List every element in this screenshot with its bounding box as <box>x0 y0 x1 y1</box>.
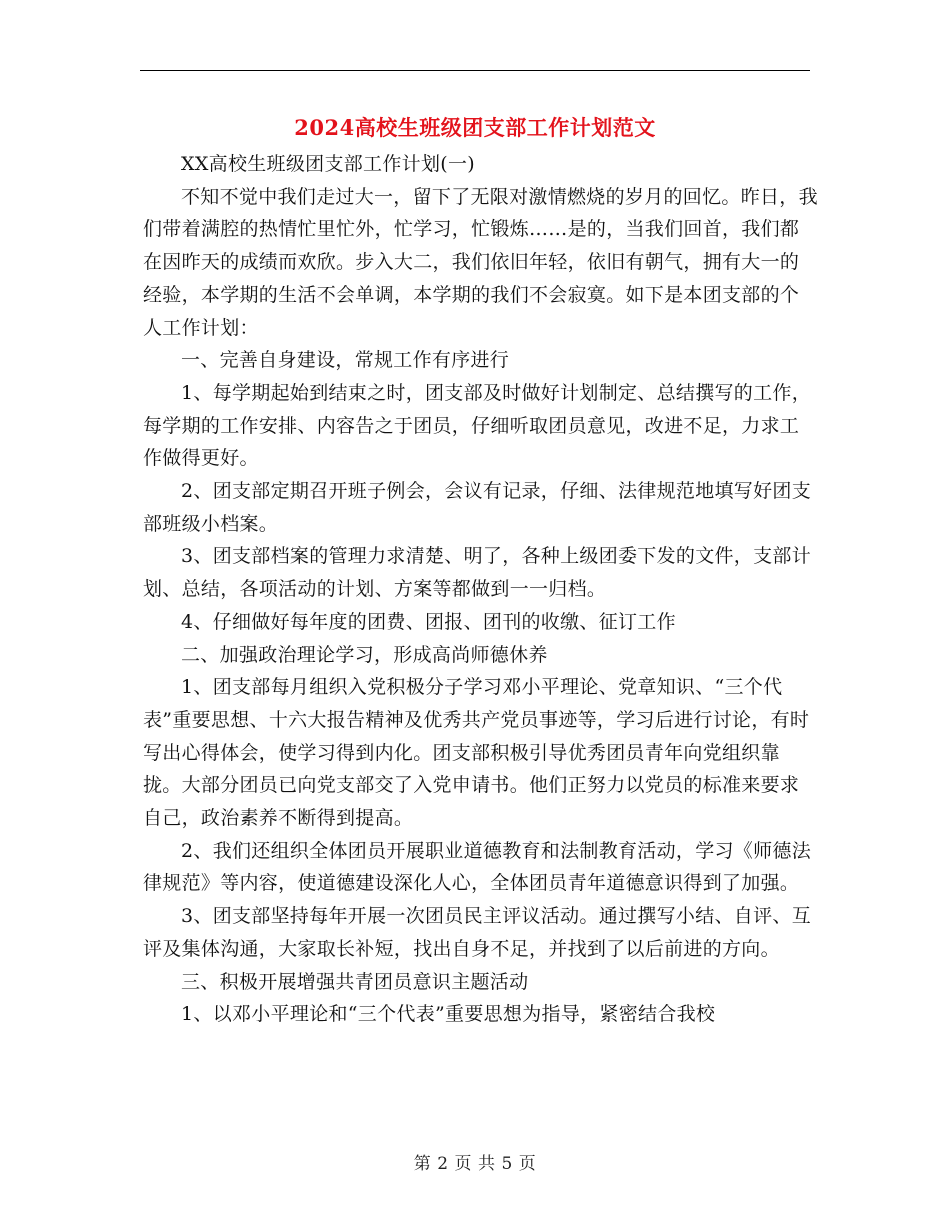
document-body <box>143 148 818 1031</box>
footer-middle: 页 共 <box>454 1154 496 1174</box>
section-heading: 三、积极开展增强共青团员意识主题活动 <box>181 970 529 993</box>
paragraph: 3、团支部坚持每年开展一次团员民主评议活动。通过撰写小结、自评、互评及集体沟通，大家取长补短，找出自身不足，并找到了以后前进的方向。 <box>143 905 811 960</box>
paragraph: 4、仔细做好每年度的团费、团报、团刊的收缴、征订工作 <box>181 610 676 633</box>
paragraph: 不知不觉中我们走过大一，留下了无限对激情燃烧的岁月的回忆。昨日，我们带着满腔的热情忙里忙外，忙学习，忙锻炼……是的，当我们回首，我们都在因昨天的成绩而欢欣。步入大二，我们依旧年轻，依旧有朝气，拥有大一的经验，本学期的生活不会单调，本学期的我们不会寂寞。如下是本团支部的个人工作计划： <box>143 185 818 339</box>
header-rule <box>140 70 810 71</box>
paragraph: 3、团支部档案的管理力求清楚、明了，各种上级团委下发的文件，支部计划、总结，各项活动的计划、方案等都做到一一归档。 <box>143 545 811 601</box>
section-heading: 二、加强政治理论学习，形成高尚师德休养 <box>181 643 548 666</box>
document-title: 2024高校生班级团支部工作计划范文 <box>294 115 656 140</box>
footer-page-current: 2 <box>437 1154 449 1174</box>
section-heading: 一、完善自身建设，常规工作有序进行 <box>181 349 510 372</box>
paragraph: 1、团支部每月组织入党积极分子学习邓小平理论、党章知识、“三个代表”重要思想、十六大报告精神及优秀共产党员事迹等，学习后进行讨论，有时写出心得体会，使学习得到内化。团支部积极引导优秀团员青年向党组织靠拢。大部分团员已向党支部交了入党申请书。他们正努力以党员的标准来要求自己，政治素养不断得到提高。 <box>143 676 810 830</box>
footer-prefix: 第 <box>413 1154 432 1174</box>
paragraph: 2、我们还组织全体团员开展职业道德教育和法制教育活动，学习《师德法律规范》等内容，使道德建设深化人心，全体团员青年道德意识得到了加强。 <box>143 839 811 895</box>
section-heading: XX高校生班级团支部工作计划(一) <box>181 153 475 175</box>
paragraph: 1、以邓小平理论和“三个代表”重要思想为指导，紧密结合我校 <box>181 1003 716 1026</box>
paragraph: 1、每学期起始到结束之时，团支部及时做好计划制定、总结撰写的工作，每学期的工作安排、内容告之于团员，仔细听取团员意见，改进不足，力求工作做得更好。 <box>143 381 811 470</box>
footer-suffix: 页 <box>518 1154 537 1174</box>
footer-page-total: 5 <box>501 1154 513 1174</box>
paragraph: 2、团支部定期召开班子例会，会议有记录，仔细、法律规范地填写好团支部班级小档案。 <box>143 480 811 535</box>
page-number-footer <box>0 1148 950 1180</box>
